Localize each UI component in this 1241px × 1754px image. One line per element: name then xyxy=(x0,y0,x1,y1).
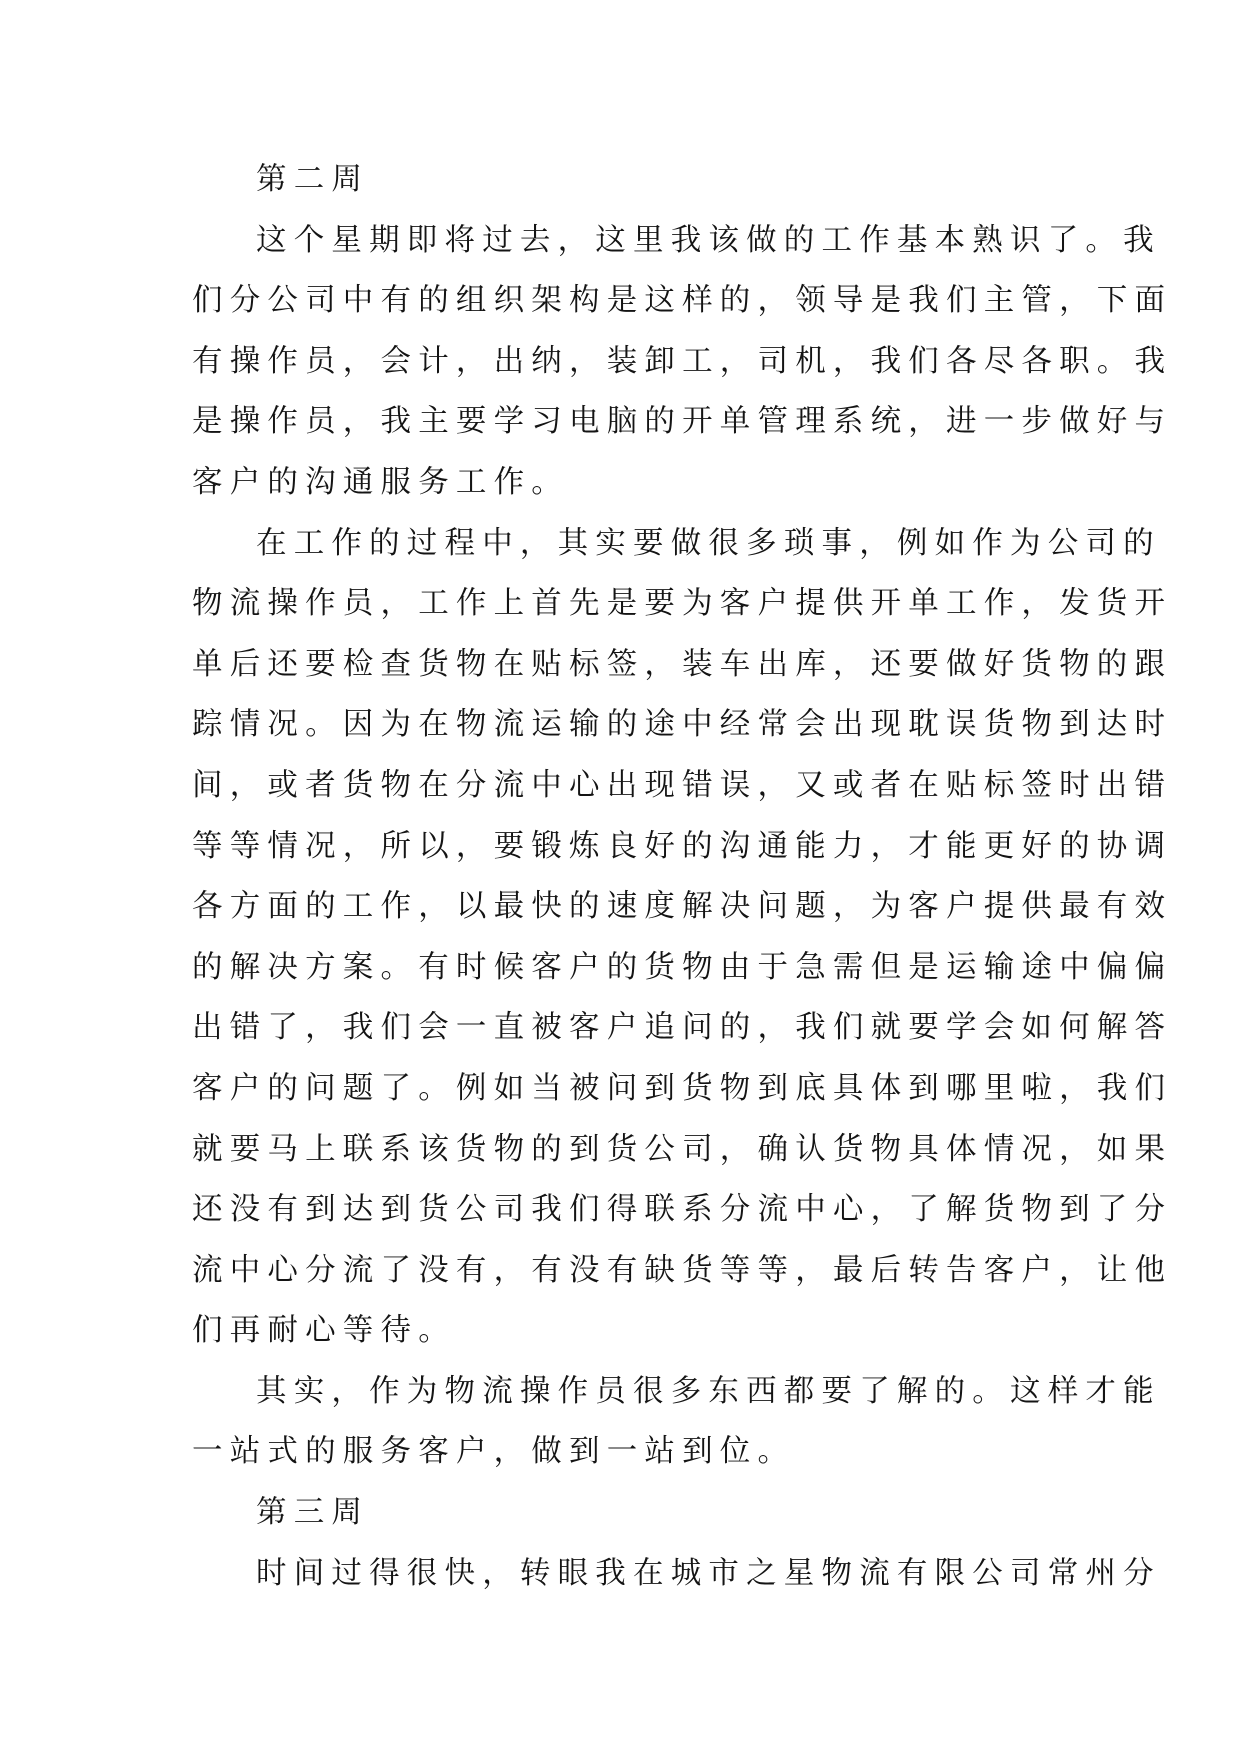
document-body xyxy=(192,150,1173,1604)
text-line: 就要马上联系该货物的到货公司，确认货物具体情况，如果 xyxy=(192,1131,1173,1167)
text-line: 第三周 xyxy=(256,1495,370,1531)
paragraph-weekly-summary xyxy=(192,211,1173,514)
text-line: 客户的问题了。例如当被问到货物到底具体到哪里啦，我们 xyxy=(192,1070,1173,1106)
text-line: 踪情况。因为在物流运输的途中经常会出现耽误货物到达时 xyxy=(192,707,1173,743)
text-line: 一站式的服务客户，做到一站到位。 xyxy=(192,1434,796,1470)
text-line: 各方面的工作，以最快的速度解决问题，为客户提供最有效 xyxy=(192,889,1173,925)
text-line: 客户的沟通服务工作。 xyxy=(192,464,569,500)
paragraph-operator-role xyxy=(192,1362,1161,1483)
text-line: 是操作员，我主要学习电脑的开单管理系统，进一步做好与 xyxy=(192,404,1173,440)
text-line: 们再耐心等待。 xyxy=(192,1313,456,1349)
text-line: 的解决方案。有时候客户的货物由于急需但是运输途中偏偏 xyxy=(192,949,1173,985)
text-line: 在工作的过程中，其实要做很多琐事，例如作为公司的 xyxy=(256,525,1161,561)
paragraph-week-3-intro xyxy=(192,1544,1161,1605)
text-line: 等等情况，所以，要锻炼良好的沟通能力，才能更好的协调 xyxy=(192,828,1173,864)
text-line: 第二周 xyxy=(256,162,370,197)
text-line: 其实，作为物流操作员很多东西都要了解的。这样才能 xyxy=(256,1373,1161,1409)
text-line: 还没有到达到货公司我们得联系分流中心，了解货物到了分 xyxy=(192,1192,1173,1228)
heading-week-2 xyxy=(192,150,1048,211)
text-line: 流中心分流了没有，有没有缺货等等，最后转告客户，让他 xyxy=(192,1252,1173,1288)
text-line: 这个星期即将过去，这里我该做的工作基本熟识了。我 xyxy=(256,222,1161,258)
text-line: 间，或者货物在分流中心出现错误，又或者在贴标签时出错 xyxy=(192,767,1173,803)
text-line: 有操作员，会计，出纳，装卸工，司机，我们各尽各职。我 xyxy=(192,343,1173,379)
heading-week-3 xyxy=(192,1483,1048,1544)
text-line: 物流操作员，工作上首先是要为客户提供开单工作，发货开 xyxy=(192,586,1173,622)
text-line: 单后还要检查货物在贴标签，装车出库，还要做好货物的跟 xyxy=(192,646,1173,682)
paragraph-work-process xyxy=(192,514,1173,1362)
text-line: 时间过得很快，转眼我在城市之星物流有限公司常州分 xyxy=(256,1555,1161,1591)
text-line: 们分公司中有的组织架构是这样的，领导是我们主管，下面 xyxy=(192,283,1173,319)
text-line: 出错了，我们会一直被客户追问的，我们就要学会如何解答 xyxy=(192,1010,1173,1046)
